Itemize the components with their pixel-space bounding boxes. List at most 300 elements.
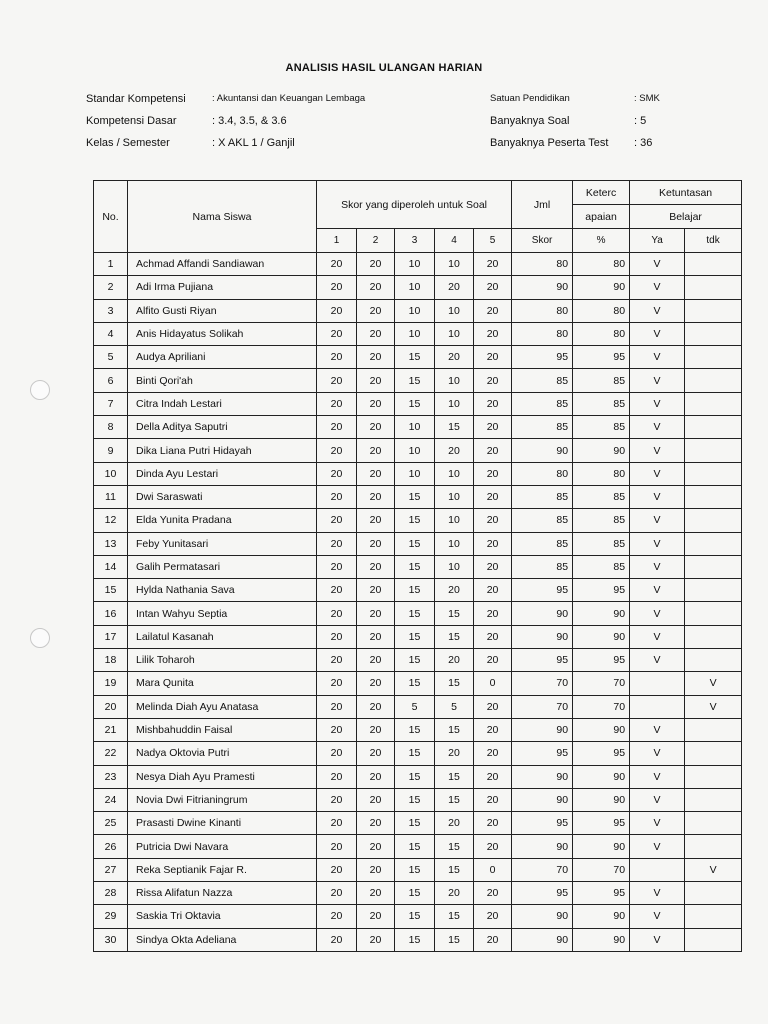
total-score: 95 [512, 812, 573, 835]
info-label: Standar Kompetensi [86, 93, 186, 105]
total-score: 90 [512, 835, 573, 858]
info-value: : Akuntansi dan Keuangan Lembaga [212, 93, 366, 104]
tuntas-ya: V [630, 555, 685, 578]
score-2: 20 [357, 532, 395, 555]
tuntas-tdk [685, 555, 742, 578]
percentage: 90 [573, 625, 630, 648]
score-1: 20 [317, 882, 357, 905]
table-row [94, 765, 742, 788]
tuntas-tdk [685, 625, 742, 648]
score-1: 20 [317, 788, 357, 811]
row-no: 30 [94, 928, 128, 951]
table-row [94, 253, 742, 276]
total-score: 90 [512, 905, 573, 928]
total-score: 90 [512, 718, 573, 741]
percentage: 85 [573, 509, 630, 532]
info-value: : 3.4, 3.5, & 3.6 [212, 115, 287, 127]
row-no: 23 [94, 765, 128, 788]
row-no: 13 [94, 532, 128, 555]
student-name: Sindya Okta Adeliana [128, 928, 317, 951]
score-2: 20 [357, 718, 395, 741]
header-jml: Jml [512, 181, 573, 229]
student-name: Mara Qunita [128, 672, 317, 695]
student-name: Dwi Saraswati [128, 485, 317, 508]
tuntas-tdk [685, 765, 742, 788]
score-4: 15 [435, 672, 474, 695]
score-1: 20 [317, 695, 357, 718]
score-4: 15 [435, 718, 474, 741]
tuntas-tdk [685, 392, 742, 415]
score-4: 10 [435, 392, 474, 415]
score-3: 15 [395, 672, 435, 695]
total-score: 90 [512, 765, 573, 788]
total-score: 90 [512, 788, 573, 811]
student-name: Elda Yunita Pradana [128, 509, 317, 532]
total-score: 85 [512, 392, 573, 415]
score-5: 20 [474, 625, 512, 648]
total-score: 95 [512, 579, 573, 602]
tuntas-tdk [685, 416, 742, 439]
score-5: 20 [474, 812, 512, 835]
header-name: Nama Siswa [128, 181, 317, 253]
score-5: 20 [474, 695, 512, 718]
percentage: 90 [573, 765, 630, 788]
tuntas-ya: V [630, 742, 685, 765]
header-skor-bottom: Skor [512, 229, 573, 253]
percentage: 95 [573, 579, 630, 602]
score-2: 20 [357, 346, 395, 369]
score-4: 20 [435, 276, 474, 299]
score-3: 15 [395, 485, 435, 508]
table-row [94, 788, 742, 811]
percentage: 95 [573, 649, 630, 672]
score-5: 20 [474, 485, 512, 508]
total-score: 70 [512, 858, 573, 881]
score-4: 20 [435, 812, 474, 835]
table-row [94, 392, 742, 415]
info-label: Banyaknya Peserta Test [490, 137, 609, 149]
info-value: : 36 [634, 137, 653, 149]
student-name: Nadya Oktovia Putri [128, 742, 317, 765]
tuntas-tdk [685, 253, 742, 276]
score-4: 15 [435, 858, 474, 881]
row-no: 20 [94, 695, 128, 718]
row-no: 27 [94, 858, 128, 881]
score-2: 20 [357, 485, 395, 508]
grade-table [93, 180, 742, 952]
student-name: Reka Septianik Fajar R. [128, 858, 317, 881]
score-4: 20 [435, 742, 474, 765]
score-4: 10 [435, 555, 474, 578]
student-name: Prasasti Dwine Kinanti [128, 812, 317, 835]
table-row [94, 276, 742, 299]
header-belajar: Belajar [630, 205, 742, 229]
student-name: Della Aditya Saputri [128, 416, 317, 439]
score-1: 20 [317, 835, 357, 858]
score-1: 20 [317, 253, 357, 276]
info-left [86, 88, 365, 154]
score-5: 20 [474, 276, 512, 299]
page-title: ANALISIS HASIL ULANGAN HARIAN [285, 62, 483, 74]
info-row-kompetensi-dasar [86, 110, 365, 132]
student-name: Intan Wahyu Septia [128, 602, 317, 625]
tuntas-tdk [685, 579, 742, 602]
score-3: 10 [395, 322, 435, 345]
score-5: 20 [474, 718, 512, 741]
score-2: 20 [357, 835, 395, 858]
score-5: 20 [474, 905, 512, 928]
score-2: 20 [357, 439, 395, 462]
tuntas-ya: V [630, 532, 685, 555]
score-5: 20 [474, 555, 512, 578]
percentage: 80 [573, 299, 630, 322]
tuntas-ya: V [630, 579, 685, 602]
percentage: 80 [573, 322, 630, 345]
tuntas-ya [630, 858, 685, 881]
percentage: 85 [573, 392, 630, 415]
row-no: 11 [94, 485, 128, 508]
tuntas-ya [630, 672, 685, 695]
table-row [94, 625, 742, 648]
percentage: 90 [573, 928, 630, 951]
score-3: 15 [395, 905, 435, 928]
score-2: 20 [357, 299, 395, 322]
percentage: 70 [573, 672, 630, 695]
score-1: 20 [317, 905, 357, 928]
tuntas-tdk [685, 439, 742, 462]
percentage: 95 [573, 812, 630, 835]
tuntas-ya: V [630, 369, 685, 392]
row-no: 22 [94, 742, 128, 765]
score-2: 20 [357, 812, 395, 835]
tuntas-tdk: V [685, 672, 742, 695]
percentage: 95 [573, 346, 630, 369]
row-no: 24 [94, 788, 128, 811]
table-body [94, 253, 742, 952]
score-2: 20 [357, 369, 395, 392]
score-3: 15 [395, 579, 435, 602]
score-5: 20 [474, 765, 512, 788]
score-2: 20 [357, 602, 395, 625]
total-score: 85 [512, 416, 573, 439]
tuntas-tdk [685, 322, 742, 345]
header-no: No. [94, 181, 128, 253]
score-4: 15 [435, 835, 474, 858]
row-no: 16 [94, 602, 128, 625]
total-score: 80 [512, 462, 573, 485]
student-name: Melinda Diah Ayu Anatasa [128, 695, 317, 718]
table-row [94, 346, 742, 369]
tuntas-tdk [685, 905, 742, 928]
score-4: 10 [435, 253, 474, 276]
score-2: 20 [357, 672, 395, 695]
score-4: 15 [435, 625, 474, 648]
info-label: Satuan Pendidikan [490, 93, 570, 104]
score-4: 20 [435, 439, 474, 462]
total-score: 90 [512, 276, 573, 299]
score-4: 5 [435, 695, 474, 718]
percentage: 90 [573, 905, 630, 928]
table-row [94, 369, 742, 392]
table-row [94, 416, 742, 439]
student-name: Novia Dwi Fitrianingrum [128, 788, 317, 811]
row-no: 29 [94, 905, 128, 928]
student-name: Feby Yunitasari [128, 532, 317, 555]
tuntas-tdk [685, 276, 742, 299]
score-5: 20 [474, 346, 512, 369]
score-4: 10 [435, 485, 474, 508]
row-no: 15 [94, 579, 128, 602]
score-2: 20 [357, 322, 395, 345]
header-ketercapaian-top: Keterc [573, 181, 630, 205]
header-soal-4: 4 [435, 229, 474, 253]
score-3: 15 [395, 649, 435, 672]
score-1: 20 [317, 276, 357, 299]
score-1: 20 [317, 718, 357, 741]
header-ya: Ya [630, 229, 685, 253]
student-name: Lailatul Kasanah [128, 625, 317, 648]
tuntas-tdk [685, 742, 742, 765]
tuntas-tdk [685, 835, 742, 858]
score-5: 20 [474, 462, 512, 485]
score-3: 15 [395, 742, 435, 765]
total-score: 85 [512, 509, 573, 532]
score-3: 15 [395, 788, 435, 811]
tuntas-tdk [685, 602, 742, 625]
score-3: 15 [395, 882, 435, 905]
score-1: 20 [317, 928, 357, 951]
score-2: 20 [357, 253, 395, 276]
student-name: Dika Liana Putri Hidayah [128, 439, 317, 462]
score-1: 20 [317, 555, 357, 578]
percentage: 70 [573, 695, 630, 718]
info-label: Banyaknya Soal [490, 115, 570, 127]
percentage: 85 [573, 485, 630, 508]
score-5: 20 [474, 579, 512, 602]
score-3: 15 [395, 718, 435, 741]
percentage: 70 [573, 858, 630, 881]
student-name: Citra Indah Lestari [128, 392, 317, 415]
score-5: 0 [474, 858, 512, 881]
score-4: 10 [435, 369, 474, 392]
student-name: Audya Apriliani [128, 346, 317, 369]
total-score: 80 [512, 299, 573, 322]
score-5: 20 [474, 509, 512, 532]
tuntas-ya [630, 695, 685, 718]
score-4: 10 [435, 509, 474, 532]
tuntas-tdk [685, 509, 742, 532]
score-1: 20 [317, 439, 357, 462]
header-ketuntasan: Ketuntasan [630, 181, 742, 205]
score-3: 15 [395, 346, 435, 369]
score-1: 20 [317, 485, 357, 508]
row-no: 4 [94, 322, 128, 345]
tuntas-ya: V [630, 299, 685, 322]
tuntas-ya: V [630, 392, 685, 415]
score-4: 10 [435, 299, 474, 322]
total-score: 90 [512, 625, 573, 648]
score-5: 20 [474, 742, 512, 765]
score-3: 15 [395, 369, 435, 392]
tuntas-ya: V [630, 322, 685, 345]
student-name: Mishbahuddin Faisal [128, 718, 317, 741]
table-row [94, 928, 742, 951]
info-value: : SMK [634, 93, 660, 104]
percentage: 90 [573, 718, 630, 741]
score-5: 20 [474, 299, 512, 322]
score-3: 5 [395, 695, 435, 718]
tuntas-ya: V [630, 812, 685, 835]
score-1: 20 [317, 742, 357, 765]
score-5: 20 [474, 788, 512, 811]
table-header [94, 181, 742, 253]
score-2: 20 [357, 742, 395, 765]
tuntas-ya: V [630, 765, 685, 788]
tuntas-ya: V [630, 416, 685, 439]
score-3: 15 [395, 392, 435, 415]
row-no: 18 [94, 649, 128, 672]
tuntas-ya: V [630, 439, 685, 462]
student-name: Hylda Nathania Sava [128, 579, 317, 602]
score-3: 15 [395, 625, 435, 648]
header-ketercapaian-mid: apaian [573, 205, 630, 229]
tuntas-ya: V [630, 928, 685, 951]
row-no: 8 [94, 416, 128, 439]
score-1: 20 [317, 392, 357, 415]
score-5: 20 [474, 928, 512, 951]
score-1: 20 [317, 649, 357, 672]
header-soal-2: 2 [357, 229, 395, 253]
tuntas-ya: V [630, 485, 685, 508]
total-score: 90 [512, 928, 573, 951]
student-name: Saskia Tri Oktavia [128, 905, 317, 928]
score-1: 20 [317, 625, 357, 648]
percentage: 95 [573, 882, 630, 905]
score-3: 10 [395, 253, 435, 276]
row-no: 1 [94, 253, 128, 276]
percentage: 85 [573, 532, 630, 555]
score-2: 20 [357, 276, 395, 299]
tuntas-ya: V [630, 509, 685, 532]
score-3: 10 [395, 276, 435, 299]
total-score: 95 [512, 649, 573, 672]
percentage: 90 [573, 788, 630, 811]
student-name: Nesya Diah Ayu Pramesti [128, 765, 317, 788]
score-5: 20 [474, 602, 512, 625]
row-no: 5 [94, 346, 128, 369]
table-row [94, 812, 742, 835]
info-row-kelas-semester [86, 132, 365, 154]
info-right [490, 88, 660, 154]
score-1: 20 [317, 416, 357, 439]
score-2: 20 [357, 416, 395, 439]
tuntas-ya: V [630, 835, 685, 858]
percentage: 85 [573, 555, 630, 578]
row-no: 7 [94, 392, 128, 415]
student-name: Putricia Dwi Navara [128, 835, 317, 858]
punch-hole-top [30, 380, 50, 400]
score-4: 10 [435, 322, 474, 345]
tuntas-tdk [685, 299, 742, 322]
row-no: 3 [94, 299, 128, 322]
student-name: Achmad Affandi Sandiawan [128, 253, 317, 276]
student-name: Rissa Alifatun Nazza [128, 882, 317, 905]
info-value: : 5 [634, 115, 647, 127]
score-3: 10 [395, 299, 435, 322]
score-1: 20 [317, 509, 357, 532]
row-no: 25 [94, 812, 128, 835]
score-3: 15 [395, 928, 435, 951]
header-soal-3: 3 [395, 229, 435, 253]
score-3: 15 [395, 812, 435, 835]
row-no: 28 [94, 882, 128, 905]
total-score: 90 [512, 439, 573, 462]
score-4: 10 [435, 462, 474, 485]
table-row [94, 835, 742, 858]
score-3: 10 [395, 462, 435, 485]
score-5: 20 [474, 439, 512, 462]
student-name: Alfito Gusti Riyan [128, 299, 317, 322]
total-score: 85 [512, 485, 573, 508]
score-3: 15 [395, 602, 435, 625]
tuntas-ya: V [630, 649, 685, 672]
score-4: 15 [435, 416, 474, 439]
tuntas-tdk [685, 788, 742, 811]
total-score: 80 [512, 253, 573, 276]
header-tdk: tdk [685, 229, 742, 253]
score-5: 20 [474, 369, 512, 392]
score-2: 20 [357, 392, 395, 415]
table-row [94, 485, 742, 508]
total-score: 70 [512, 695, 573, 718]
score-4: 15 [435, 928, 474, 951]
table-row [94, 555, 742, 578]
table-row [94, 718, 742, 741]
score-3: 15 [395, 532, 435, 555]
total-score: 90 [512, 602, 573, 625]
header-soal-5: 5 [474, 229, 512, 253]
score-4: 20 [435, 346, 474, 369]
tuntas-ya: V [630, 882, 685, 905]
score-1: 20 [317, 579, 357, 602]
info-label: Kelas / Semester [86, 137, 170, 149]
table-row [94, 858, 742, 881]
score-1: 20 [317, 532, 357, 555]
score-1: 20 [317, 602, 357, 625]
row-no: 19 [94, 672, 128, 695]
info-label: Kompetensi Dasar [86, 115, 177, 127]
score-1: 20 [317, 765, 357, 788]
tuntas-ya: V [630, 346, 685, 369]
student-name: Dinda Ayu Lestari [128, 462, 317, 485]
row-no: 12 [94, 509, 128, 532]
score-3: 10 [395, 416, 435, 439]
tuntas-tdk [685, 485, 742, 508]
table-row [94, 579, 742, 602]
tuntas-tdk [685, 369, 742, 392]
tuntas-ya: V [630, 253, 685, 276]
score-2: 20 [357, 649, 395, 672]
info-row-standar-kompetensi [86, 88, 365, 110]
tuntas-tdk: V [685, 858, 742, 881]
tuntas-tdk [685, 928, 742, 951]
score-4: 15 [435, 765, 474, 788]
info-row-satuan-pendidikan [490, 88, 660, 110]
score-4: 20 [435, 579, 474, 602]
score-1: 20 [317, 462, 357, 485]
table-row [94, 695, 742, 718]
info-value: : X AKL 1 / Ganjil [212, 137, 295, 149]
